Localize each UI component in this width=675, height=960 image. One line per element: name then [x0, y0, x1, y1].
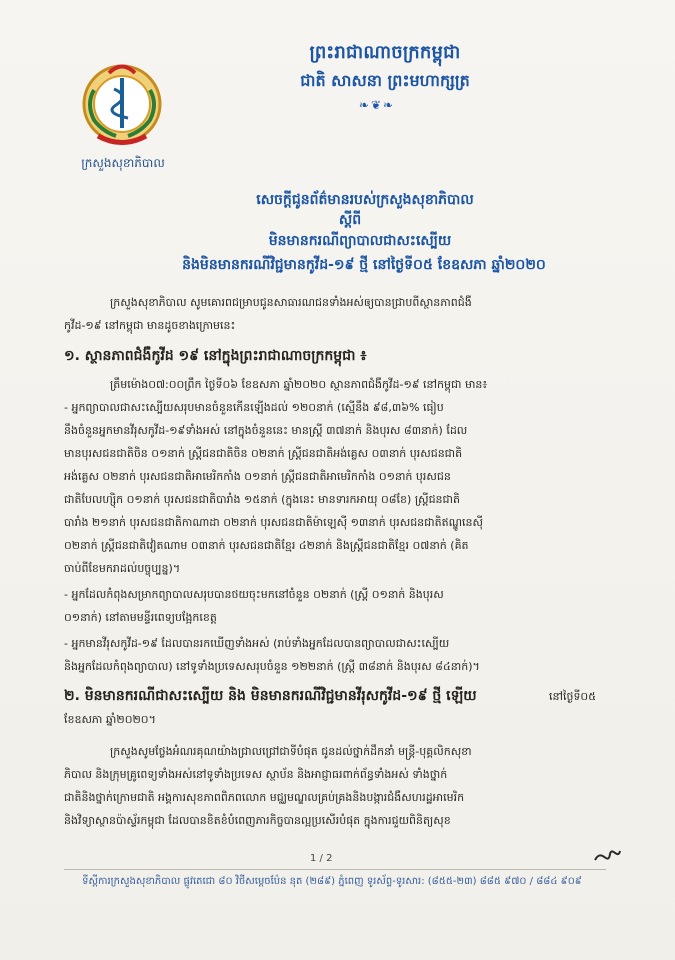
- kingdom-name: ព្រះរាជាណាចក្រកម្ពុជា: [309, 42, 461, 63]
- section-1-line: នឹងចំនួនអ្នកមានវីរុសកូវីដ-១៩ទាំងអស់ នៅក្នុងចំនួននេះ មានស្ត្រី ៣៧នាក់ និងបុរស ៨៣នាក់) ដែល: [64, 424, 468, 437]
- section-1-line: និងអ្នកដែលកំពុងព្យាបាល) នៅទូទាំងប្រទេសសរុបចំនួន ១២២នាក់ (ស្ត្រី ៣៨នាក់ និងបុរស ៨៤នាក់)។: [64, 660, 480, 673]
- page-number: 1 / 2: [310, 853, 333, 864]
- section-2-line: ជាតិនិងថ្នាក់ក្រោមជាតិ អង្គការសុខភាពពិភពលោក មជ្ឈមណ្ឌលគ្រប់គ្រងនិងបង្ការជំងឺសហរដ្ឋអាមេរិក: [64, 791, 465, 804]
- section-2-date-line: ខែឧសភា ឆ្នាំ២០២០។: [64, 713, 156, 726]
- press-release-title-line-1: មិនមានករណីព្យាបាលជាសះស្បើយ: [268, 233, 452, 249]
- section-1-line: - អ្នកព្យាបាលជាសះស្បើយសរុបមានចំនួនកើនឡើងដល់ ១២០នាក់ (ស្មើនឹង ៩៨,៣៦% ធៀប: [64, 401, 444, 414]
- section-1-line: - អ្នកមានវីរុសកូវីដ-១៩ ដែលបានរកឃើញទាំងអស់ (រាប់ទាំងអ្នកដែលបានព្យាបាលជាសះស្បើយ: [64, 637, 450, 650]
- footer-divider: [64, 869, 606, 870]
- section-1-line: ០១នាក់) នៅតាមមន្ទីរពេទ្យបង្អែកខេត្ត: [64, 611, 217, 624]
- press-release-title-line-2: និងមិនមានករណីវិជ្ជមានកូវីដ-១៩ ថ្មី នៅថ្ងៃទី០៥ ខែឧសភា ឆ្នាំ២០២០: [182, 257, 546, 273]
- ministry-name: ក្រសួងសុខាភិបាល: [81, 156, 165, 170]
- section-1-line: - អ្នកដែលកំពុងសម្រាកព្យាបាលសរុបបានថយចុះមកនៅចំនួន ០២នាក់ (ស្ត្រី ០១នាក់ និងបុរស: [64, 588, 444, 601]
- section-1-line: អង់គ្លេស ០២នាក់ បុរសជនជាតិអាមេរិកកាំង ០១នាក់ ស្ត្រីជនជាតិអាមេរិកកាំង ០១នាក់ បុរសជន: [64, 470, 451, 483]
- ornament-divider-icon: ❧❦❧: [358, 98, 396, 112]
- national-motto: ជាតិ សាសនា ព្រះមហាក្សត្រ: [300, 71, 470, 90]
- section-1-heading: ១. ស្ថានភាពជំងឺកូវីដ ១៩ នៅក្នុងព្រះរាជាណាចក្រកម្ពុជា ៖: [64, 348, 367, 364]
- section-1-line: បារាំង ២១នាក់ បុរសជនជាតិកាណាដា ០២នាក់ បុរសជនជាតិម៉ាឡេស៊ី ១៣នាក់ បុរសជនជាតិឥណ្ឌូនេស៊ី: [64, 516, 483, 529]
- section-2-line: ក្រសួងសូមថ្លែងអំណរគុណយ៉ាងជ្រាលជ្រៅជាទីបំផុត ជូនដល់ថ្នាក់ដឹកនាំ មន្ត្រី-បុគ្គលិកសុខា: [110, 745, 472, 758]
- intro-line-2: កូវីដ-១៩ នៅកម្ពុជា មានដូចខាងក្រោមនេះ: [64, 319, 236, 332]
- section-1-line: ជាតិបែលហ្ស៊ិក ០១នាក់ បុរសជនជាតិបារាំង ១៥នាក់ (ក្នុងនេះ មានទារកអាយុ ០៨ខែ) ស្ត្រីជនជាតិ: [64, 493, 460, 506]
- section-2-heading-tail: នៅថ្ងៃទី០៥: [549, 690, 596, 703]
- section-2-line: និងវិទ្យាស្ថានប៉ាស្ទ័រកម្ពុជា ដែលបានខិតខំបំពេញភារកិច្ចបានល្អប្រសើរបំផុត ក្នុងការជួយពិនិត្យសុខ: [64, 814, 451, 827]
- ministry-emblem-logo: [78, 58, 166, 150]
- section-1-line: ចាប់ពីខែមករាដល់បច្ចុប្បន្ន)។: [64, 562, 181, 575]
- signature-icon: [590, 842, 624, 872]
- footer-address: ទីស្តីការក្រសួងសុខាភិបាល ផ្លូវតេជោ ៨០ វិថីសម្តេចប៉ែន នុត (២៨៩) ភ្នំពេញ ទូរស័ព្ទ-ទូរសារ: (៨៥៥-២៣) ៨៨៥ ៩៧០ / ៨៨៤ ៩០៩: [82, 876, 582, 887]
- section-2-line: ភិបាល និងក្រុមគ្រូពេទ្យទាំងអស់នៅទូទាំងប្រទេស ស្ថាប័ន និងអាជ្ញាធរពាក់ព័ន្ធទាំងអស់ ទាំងថ្នាក់: [64, 768, 448, 781]
- press-release-about: ស្តីពី: [338, 212, 362, 228]
- section-1-line: ០២នាក់ ស្ត្រីជនជាតិវៀតណាម ០៣នាក់ បុរសជនជាតិខ្មែរ ៤២នាក់ និងស្ត្រីជនជាតិខ្មែរ ០៧នាក់ (គិត: [64, 539, 469, 552]
- press-release-type: សេចក្តីជូនព័ត៌មានរបស់ក្រសួងសុខាភិបាល: [256, 192, 474, 208]
- section-1-line: មានបុរសជនជាតិចិន ០១នាក់ ស្ត្រីជនជាតិចិន ០២នាក់ ស្ត្រីជនជាតិអង់គ្លេស ០៣នាក់ បុរសជនជាតិ: [64, 447, 463, 460]
- intro-line-1: ក្រសួងសុខាភិបាល សូមគោរពជម្រាបជូនសាធារណជនទាំងអស់ឲ្យបានជ្រាបពីស្ថានភាពជំងឺ: [110, 296, 472, 309]
- section-2-heading: ២. មិនមានករណីជាសះស្បើយ និង មិនមានករណីវិជ្ជមានវីរុសកូវីដ-១៩ ថ្មី ឡើយ: [64, 688, 477, 704]
- section-1-line: ត្រឹមម៉ោង០៧:០០ព្រឹក ថ្ងៃទី០៦ ខែឧសភា ឆ្នាំ២០២០ ស្ថានភាពជំងឺកូវីដ-១៩ នៅកម្ពុជា មាន៖: [110, 378, 488, 391]
